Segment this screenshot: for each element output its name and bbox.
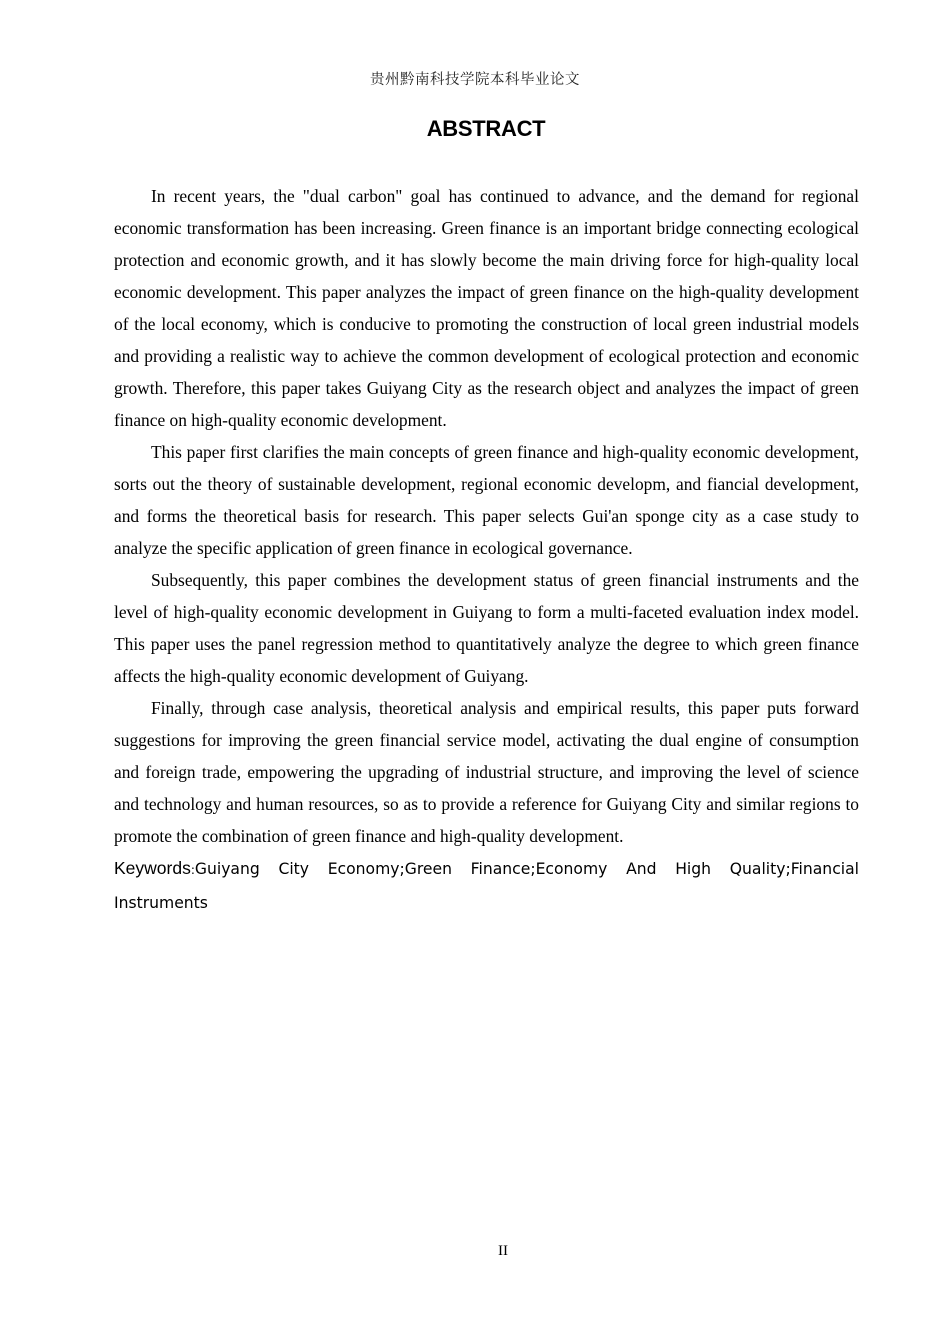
keywords-separator: : — [190, 863, 195, 877]
abstract-paragraph-4: Finally, through case analysis, theoretical analysis and empirical results, this paper puts forward suggestions for improving the green financial service model, activating the dual engine of consumption and foreign trade, empowering the upgrading of industrial structure, and improving the level of science and technology and human resources, so as to provide a reference for Guiyang City and similar regions to promote the combination of green finance and high-quality development. — [114, 698, 859, 846]
abstract-paragraph-3: Subsequently, this paper combines the development status of green financial instruments and the level of high-quality economic development in Guiyang to form a multi-faceted evaluation index model. This paper uses the panel regression method to quantitatively analyze the degree to which green finance affects the high-quality economic development of Guiyang. — [114, 570, 859, 686]
page-number: II — [498, 1243, 508, 1259]
keywords-label: Keywords — [114, 858, 191, 878]
abstract-paragraph-1: In recent years, the "dual carbon" goal has continued to advance, and the demand for regional economic transformation has been increasing. Green finance is an important bridge connecting ecological protection and economic growth, and it has slowly become the main driving force for high-quality local economic development. This paper analyzes the impact of green finance on the high-quality development of the local economy, which is conducive to promoting the construction of local green industrial models and providing a realistic way to achieve the common development of ecological protection and economic growth. Therefore, this paper takes Guiyang City as the research object and analyzes the impact of green finance on high-quality economic development. — [114, 186, 859, 430]
keywords-line — [114, 852, 859, 919]
keywords-value: Guiyang City Economy;Green Finance;Economy And High Quality;Financial Instruments — [114, 860, 859, 912]
running-header: 贵州黔南科技学院本科毕业论文 — [370, 72, 580, 88]
abstract-body — [114, 180, 859, 919]
abstract-title: ABSTRACT — [426, 116, 546, 141]
abstract-paragraph-2: This paper first clarifies the main concepts of green finance and high-quality economic development, sorts out the theory of sustainable development, regional economic developm, and fiancial development, and forms the theoretical basis for research. This paper selects Gui'an sponge city as a case study to analyze the specific application of green finance in ecological governance. — [114, 442, 859, 558]
